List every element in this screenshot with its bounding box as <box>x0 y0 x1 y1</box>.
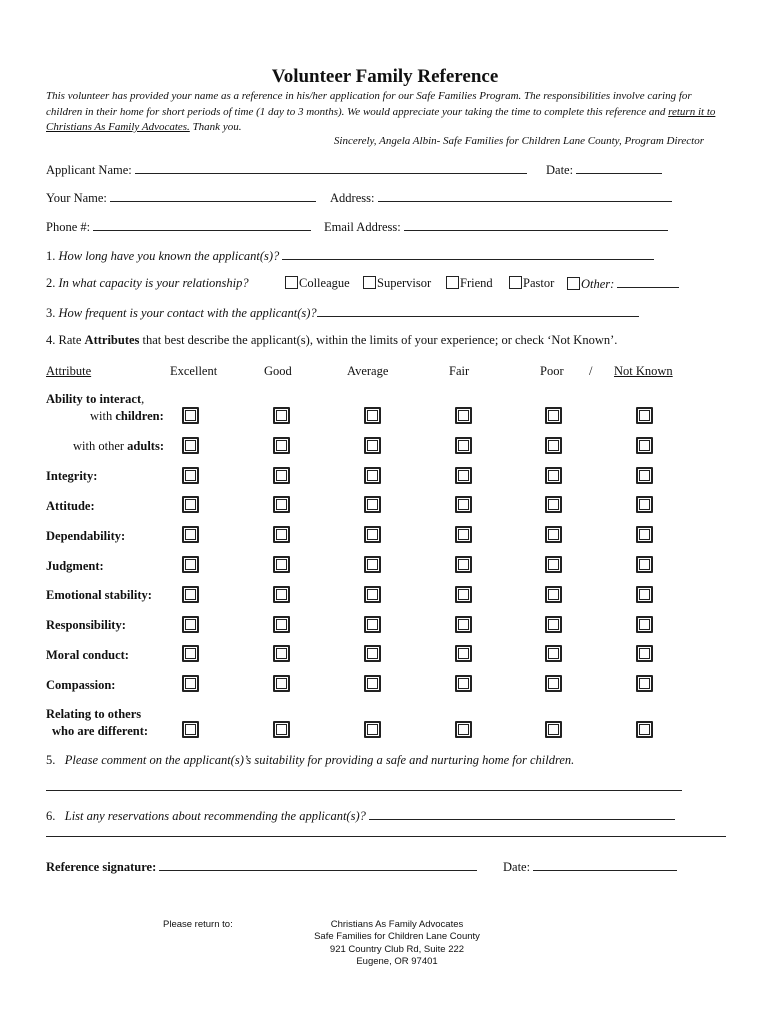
attr-interact-adults <box>73 439 164 454</box>
rating-responsibility-excellent-checkbox[interactable] <box>182 616 199 633</box>
rating-responsibility-good-checkbox[interactable] <box>273 616 290 633</box>
attr-interact-line1 <box>46 392 144 407</box>
rating-integrity-good-checkbox[interactable] <box>273 467 290 484</box>
email-label: Email Address: <box>324 220 401 234</box>
pastor-label: Pastor <box>523 276 555 290</box>
header-attribute: Attribute <box>46 364 92 378</box>
attr-interact-comma: , <box>141 392 145 406</box>
rating-attitude-good-checkbox[interactable] <box>273 496 290 513</box>
rating-dependability-fair-checkbox[interactable] <box>455 526 472 543</box>
attr-interact-ability: Ability to interact <box>46 392 142 406</box>
supervisor-label: Supervisor <box>377 276 432 290</box>
rating-emotional-stability-fair-checkbox[interactable] <box>455 586 472 603</box>
rating-relating-to-others-good-checkbox[interactable] <box>273 721 290 738</box>
intro-signoff: Sincerely, Angela Albin- Safe Families for Children Lane County, Program Director <box>333 135 704 147</box>
rating-responsibility-poor-checkbox[interactable] <box>545 616 562 633</box>
attr-responsibility: Responsibility: <box>46 618 126 632</box>
rating-adults-good-checkbox[interactable] <box>273 437 290 454</box>
question-1-number: 1. <box>46 249 56 263</box>
your-name-label: Your Name: <box>46 191 107 205</box>
rating-dependability-not-known-checkbox[interactable] <box>636 526 653 543</box>
signature-label: Reference signature: <box>46 860 157 874</box>
phone-row <box>46 219 311 235</box>
header-excellent: Excellent <box>170 364 218 378</box>
rating-adults-excellent-checkbox[interactable] <box>182 437 199 454</box>
address-line-2: Safe Families for Children Lane County <box>314 931 480 943</box>
header-slash: / <box>589 364 593 378</box>
rating-moral-conduct-poor-checkbox[interactable] <box>545 645 562 662</box>
question-3-answer[interactable] <box>317 305 639 317</box>
rating-attitude-average-checkbox[interactable] <box>364 496 381 513</box>
rating-attitude-excellent-checkbox[interactable] <box>182 496 199 513</box>
rating-moral-conduct-average-checkbox[interactable] <box>364 645 381 662</box>
address-line-4: Eugene, OR 97401 <box>356 956 438 968</box>
email-field[interactable] <box>404 219 668 231</box>
question-3-text: How frequent is your contact with the applicant(s)? <box>58 306 317 320</box>
intro-thanks: Thank you. <box>189 121 242 133</box>
question-5-answer[interactable] <box>46 781 682 791</box>
relationship-pastor[interactable] <box>509 276 554 291</box>
question-2-text: In what capacity is your relationship? <box>58 276 249 290</box>
question-1 <box>46 248 654 264</box>
question-3 <box>46 305 639 321</box>
rating-children-fair-checkbox[interactable] <box>455 407 472 424</box>
email-row <box>324 219 668 235</box>
rating-compassion-fair-checkbox[interactable] <box>455 675 472 692</box>
rating-attitude-poor-checkbox[interactable] <box>545 496 562 513</box>
rating-dependability-good-checkbox[interactable] <box>273 526 290 543</box>
rating-responsibility-not-known-checkbox[interactable] <box>636 616 653 633</box>
rating-integrity-excellent-checkbox[interactable] <box>182 467 199 484</box>
rating-judgment-not-known-checkbox[interactable] <box>636 556 653 573</box>
rating-integrity-poor-checkbox[interactable] <box>545 467 562 484</box>
question-2-number: 2. <box>46 276 56 290</box>
supervisor-checkbox[interactable] <box>363 276 376 289</box>
attr-moral-conduct: Moral conduct: <box>46 648 129 662</box>
attr-relating-line2: who are different: <box>52 724 149 738</box>
return-address <box>282 919 512 969</box>
rating-compassion-good-checkbox[interactable] <box>273 675 290 692</box>
rating-emotional-stability-average-checkbox[interactable] <box>364 586 381 603</box>
rating-emotional-stability-excellent-checkbox[interactable] <box>182 586 199 603</box>
rating-compassion-not-known-checkbox[interactable] <box>636 675 653 692</box>
question-6-number: 6. <box>46 809 56 823</box>
rating-children-average-checkbox[interactable] <box>364 407 381 424</box>
rating-children-good-checkbox[interactable] <box>273 407 290 424</box>
date-field[interactable] <box>576 162 662 174</box>
colleague-label: Colleague <box>299 276 350 290</box>
question-5 <box>46 753 574 768</box>
phone-label: Phone #: <box>46 220 91 234</box>
date-label: Date: <box>546 163 574 177</box>
rating-moral-conduct-not-known-checkbox[interactable] <box>636 645 653 662</box>
rating-children-excellent-checkbox[interactable] <box>182 407 199 424</box>
rating-moral-conduct-excellent-checkbox[interactable] <box>182 645 199 662</box>
intro-return-instruction: return it to Christians As Family Advocates. <box>46 105 716 133</box>
address-line-3: 921 Country Club Rd, Suite 222 <box>329 943 465 955</box>
rating-responsibility-fair-checkbox[interactable] <box>455 616 472 633</box>
rating-emotional-stability-poor-checkbox[interactable] <box>545 586 562 603</box>
applicant-name-row <box>46 162 527 178</box>
question-1-answer[interactable] <box>282 248 654 260</box>
rating-children-not-known-checkbox[interactable] <box>636 407 653 424</box>
question-4-number: 4. <box>46 333 56 347</box>
header-poor: Poor <box>540 364 564 378</box>
question-5-text: Please comment on the applicant(s)’s suitability for providing a safe and nurturing home for children. <box>64 753 575 767</box>
rating-adults-poor-checkbox[interactable] <box>545 437 562 454</box>
attr-attitude: Attitude: <box>46 499 95 513</box>
signature-field[interactable] <box>159 859 477 871</box>
attr-interact-children-word: children: <box>115 409 164 423</box>
pastor-checkbox[interactable] <box>509 276 522 289</box>
your-name-field[interactable] <box>110 190 316 202</box>
question-4-text-pre: Rate <box>58 333 85 347</box>
rating-judgment-fair-checkbox[interactable] <box>455 556 472 573</box>
header-good: Good <box>264 364 292 378</box>
phone-field[interactable] <box>93 219 311 231</box>
rating-attitude-fair-checkbox[interactable] <box>455 496 472 513</box>
address-row <box>330 190 672 206</box>
rating-integrity-not-known-checkbox[interactable] <box>636 467 653 484</box>
relationship-friend[interactable] <box>446 276 493 291</box>
attr-adults-with: with other <box>73 439 128 453</box>
applicant-name-label: Applicant Name: <box>46 163 132 177</box>
rating-relating-to-others-not-known-checkbox[interactable] <box>636 721 653 738</box>
question-6-text: List any reservations about recommending the applicant(s)? <box>64 809 366 823</box>
rating-adults-not-known-checkbox[interactable] <box>636 437 653 454</box>
rating-moral-conduct-good-checkbox[interactable] <box>273 645 290 662</box>
your-name-row <box>46 190 316 206</box>
rating-relating-to-others-poor-checkbox[interactable] <box>545 721 562 738</box>
attr-judgment: Judgment: <box>46 559 104 573</box>
header-fair: Fair <box>449 364 470 378</box>
address-line-1: Christians As Family Advocates <box>330 919 464 930</box>
header-not-known: Not Known <box>614 364 673 378</box>
rating-judgment-excellent-checkbox[interactable] <box>182 556 199 573</box>
rating-emotional-stability-not-known-checkbox[interactable] <box>636 586 653 603</box>
rating-compassion-poor-checkbox[interactable] <box>545 675 562 692</box>
signature-date-label: Date: <box>503 860 531 874</box>
question-4-attributes: Attributes <box>84 333 140 347</box>
rating-dependability-poor-checkbox[interactable] <box>545 526 562 543</box>
question-3-number: 3. <box>46 306 56 320</box>
rating-dependability-excellent-checkbox[interactable] <box>182 526 199 543</box>
colleague-checkbox[interactable] <box>285 276 298 289</box>
question-6-answer[interactable] <box>369 808 675 820</box>
attr-integrity: Integrity: <box>46 469 98 483</box>
intro-text: This volunteer has provided your name as a reference in his/her application for our Safe Families Program. The responsibilities involve caring for children in their home for short periods of time (1 day to 3 months). We would appreciate your taking the time to complete this reference and <box>46 90 692 118</box>
attr-interact-children <box>90 409 164 424</box>
friend-checkbox[interactable] <box>446 276 459 289</box>
signature-row <box>46 859 477 875</box>
rating-integrity-average-checkbox[interactable] <box>364 467 381 484</box>
attr-adults-word: adults: <box>127 439 164 453</box>
attr-compassion: Compassion: <box>46 678 116 692</box>
attr-emotional-stability: Emotional stability: <box>46 588 152 602</box>
question-2 <box>46 276 249 291</box>
attr-relating-line1: Relating to others <box>46 707 142 721</box>
signature-date-field[interactable] <box>533 859 677 871</box>
rating-emotional-stability-good-checkbox[interactable] <box>273 586 290 603</box>
attr-dependability: Dependability: <box>46 529 126 543</box>
question-5-number: 5. <box>46 753 56 767</box>
question-4-text-post: that best describe the applicant(s), within the limits of your experience; or check ‘Not Known’. <box>139 333 618 347</box>
rating-judgment-good-checkbox[interactable] <box>273 556 290 573</box>
intro-paragraph <box>46 89 726 136</box>
rating-dependability-average-checkbox[interactable] <box>364 526 381 543</box>
return-to-label: Please return to: <box>163 919 233 930</box>
attr-interact-with: with <box>90 409 116 423</box>
rating-compassion-excellent-checkbox[interactable] <box>182 675 199 692</box>
question-6-answer-line2[interactable] <box>46 827 726 837</box>
rating-children-poor-checkbox[interactable] <box>545 407 562 424</box>
address-label: Address: <box>330 191 375 205</box>
rating-judgment-poor-checkbox[interactable] <box>545 556 562 573</box>
question-6 <box>46 808 675 824</box>
rating-relating-to-others-average-checkbox[interactable] <box>364 721 381 738</box>
question-4 <box>46 333 617 348</box>
rating-judgment-average-checkbox[interactable] <box>364 556 381 573</box>
address-field[interactable] <box>378 190 672 202</box>
other-checkbox[interactable] <box>567 277 580 290</box>
date-row <box>546 162 662 178</box>
header-average: Average <box>347 364 389 378</box>
relationship-supervisor[interactable] <box>363 276 431 291</box>
rating-relating-to-others-fair-checkbox[interactable] <box>455 721 472 738</box>
rating-integrity-fair-checkbox[interactable] <box>455 467 472 484</box>
rating-attitude-not-known-checkbox[interactable] <box>636 496 653 513</box>
other-field[interactable] <box>617 276 679 288</box>
rating-compassion-average-checkbox[interactable] <box>364 675 381 692</box>
relationship-colleague[interactable] <box>285 276 350 291</box>
rating-moral-conduct-fair-checkbox[interactable] <box>455 645 472 662</box>
relationship-other[interactable] <box>567 276 679 292</box>
question-1-text: How long have you known the applicant(s)? <box>58 249 280 263</box>
rating-adults-fair-checkbox[interactable] <box>455 437 472 454</box>
other-label: Other: <box>581 277 615 291</box>
rating-relating-to-others-excellent-checkbox[interactable] <box>182 721 199 738</box>
signature-date-row <box>503 859 677 875</box>
page-title: Volunteer Family Reference <box>271 66 499 87</box>
friend-label: Friend <box>460 276 493 290</box>
applicant-name-field[interactable] <box>135 162 527 174</box>
rating-adults-average-checkbox[interactable] <box>364 437 381 454</box>
rating-responsibility-average-checkbox[interactable] <box>364 616 381 633</box>
